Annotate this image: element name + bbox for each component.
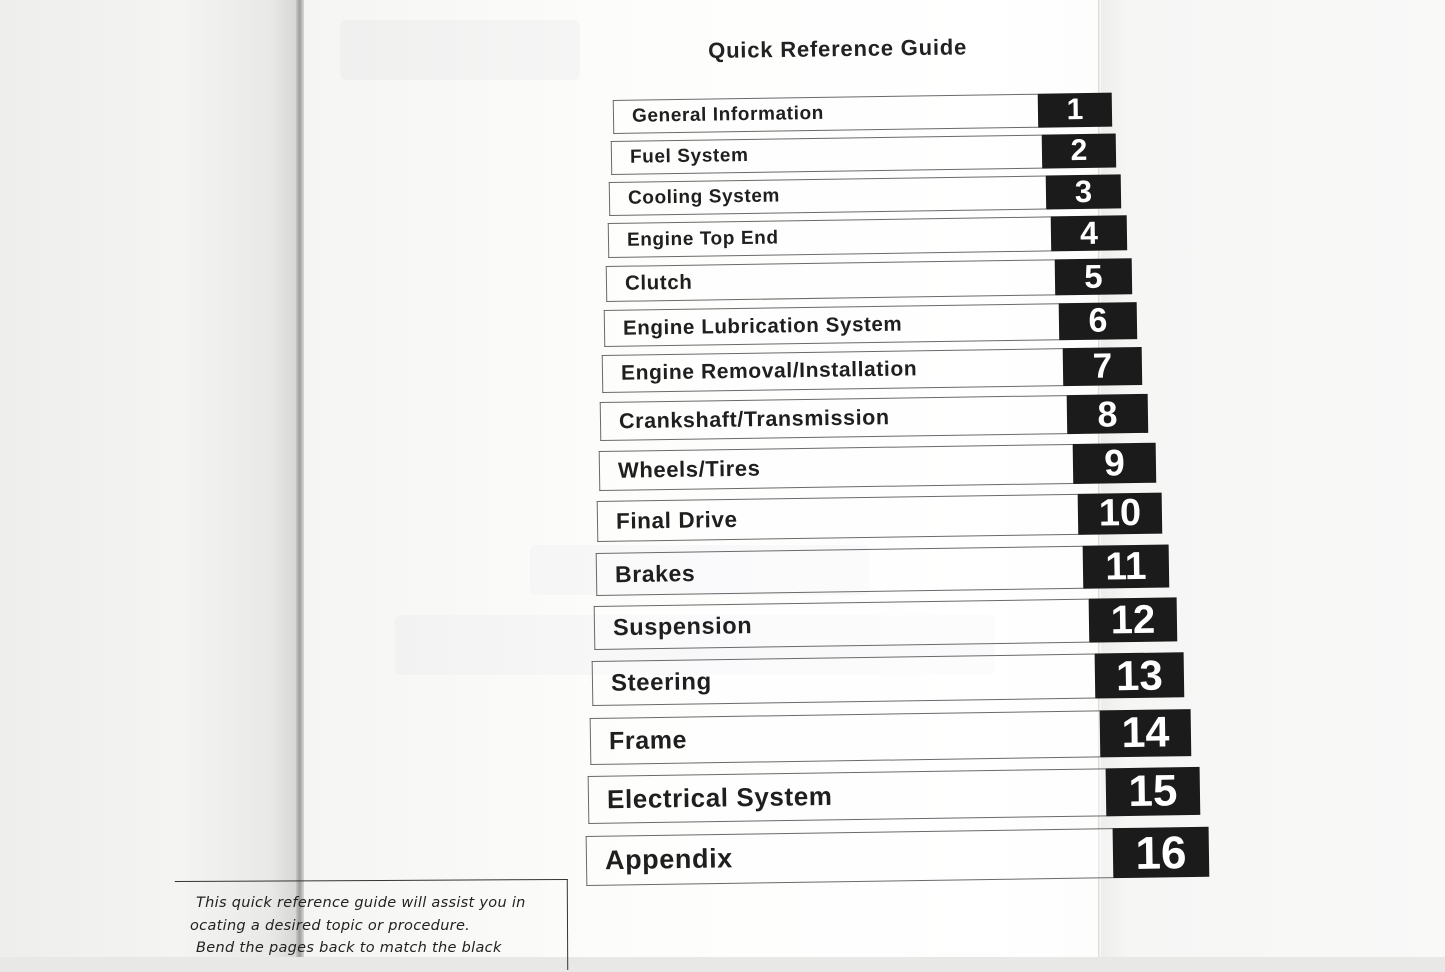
section-label-box [592,654,1096,706]
section-number-tab: 4 [1051,215,1128,251]
section-row [590,709,1192,765]
section-number-tab: 15 [1106,767,1201,816]
section-label: Steering [610,667,713,697]
section-row [586,827,1210,886]
section-number-tab: 16 [1113,827,1210,878]
section-label-box [613,94,1038,134]
section-label: General Information [631,102,825,127]
section-label: Final Drive [615,506,738,534]
section-number-tab: 6 [1059,302,1138,340]
section-label-box [588,768,1107,824]
section-label: Cooling System [627,185,781,209]
section-label-box [611,135,1042,175]
section-label: Suspension [612,612,753,641]
section-label: Wheels/Tires [617,455,761,483]
section-label: Clutch [624,270,693,295]
section-number-tab: 10 [1078,493,1163,535]
note-line: ocating a desired topic or procedure. [190,917,471,934]
section-number-tab: 2 [1042,134,1116,169]
section-number-tab: 1 [1038,93,1112,128]
section-label-box [596,546,1084,596]
section-label: Engine Removal/Installation [620,357,918,385]
section-label-box [597,494,1079,542]
section-label: Engine Lubrication System [622,312,903,340]
section-label-box [606,259,1055,302]
section-label-box [599,444,1074,491]
section-row [599,443,1157,491]
book-spine [296,0,304,957]
section-label-box [600,395,1068,441]
section-row [604,302,1137,347]
note-line: This quick reference guide will assist you in [196,895,526,911]
section-row [597,493,1163,542]
section-row [594,597,1178,650]
section-label: Electrical System [606,780,833,815]
section-label-box [594,599,1090,650]
note-text [190,892,546,960]
section-row [600,394,1149,441]
section-label: Engine Top End [626,226,779,251]
section-label: Appendix [604,843,734,876]
section-label: Brakes [614,559,696,587]
section-number-tab: 11 [1083,545,1170,589]
section-label-box [604,303,1059,347]
section-label-box [609,176,1046,216]
section-number-tab: 12 [1089,597,1178,642]
section-label: Crankshaft/Transmission [618,404,890,433]
section-label: Frame [608,725,688,755]
section-row [592,652,1185,706]
left-page [0,0,300,957]
section-number-tab: 8 [1067,394,1149,434]
section-row [588,767,1201,824]
page-title: Quick Reference Guide [708,34,968,63]
section-label-box [608,216,1051,258]
section-number-tab: 14 [1100,709,1192,757]
section-number-tab: 3 [1046,174,1121,209]
section-row [602,347,1143,393]
section-label-box [602,348,1064,393]
section-label-box [590,710,1101,765]
section-label-box [586,828,1114,886]
section-number-tab: 9 [1073,443,1157,484]
section-row [596,545,1170,596]
section-number-tab: 5 [1055,258,1133,295]
bleed-through-block-1 [340,20,580,80]
note-line: Bend the pages back to match the black [196,940,502,956]
section-label: Fuel System [629,144,749,168]
section-number-tab: 7 [1063,347,1143,386]
section-number-tab: 13 [1095,652,1185,698]
